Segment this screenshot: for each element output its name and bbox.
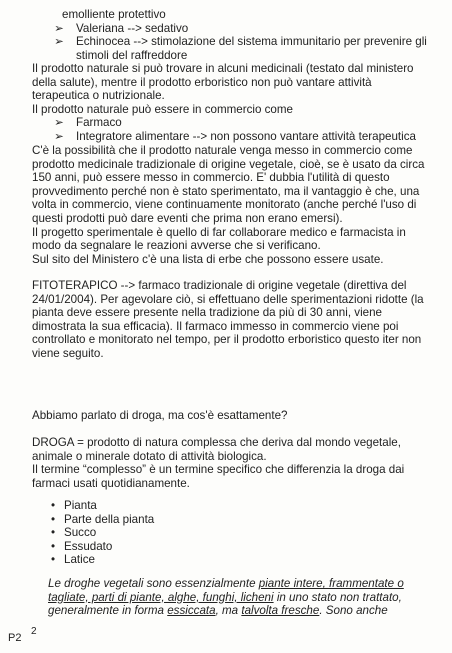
- list-item: [32, 130, 444, 144]
- list-item-text: Latice: [64, 553, 95, 567]
- parts-list: [32, 499, 444, 567]
- paragraph-fitoterapico: [32, 279, 444, 361]
- underlined-text: tagliate, parti di piante, alghe, funghi, licheni: [48, 590, 274, 604]
- list-item: [32, 526, 444, 540]
- dot-bullet-icon: •: [50, 553, 56, 567]
- arrow-bullet-icon: ➢: [54, 35, 64, 49]
- list-item: [32, 35, 444, 49]
- list-item: [32, 499, 444, 513]
- text-line: terapeutica o nutrizionale.: [32, 89, 165, 103]
- underlined-text: talvolta fresche: [241, 604, 320, 618]
- text-line: [48, 577, 444, 591]
- list-item: [32, 540, 444, 554]
- paragraph-droga: [32, 436, 444, 490]
- question-line: [32, 409, 444, 423]
- text-line: viene seguito.: [32, 346, 104, 360]
- text-line: Il progetto sperimentale è quello di far collaborare medico e farmacista in: [32, 225, 406, 239]
- page-label: P2: [8, 632, 22, 644]
- dot-bullet-icon: •: [50, 499, 56, 512]
- text-line: volta in commercio, viene continuamente monitorato (anche perché l'uso di: [32, 198, 417, 212]
- text-line: della salute), mentre il prodotto erboristico non può vantare attività: [32, 75, 372, 89]
- text-line: 150 anni, può essere messo in commercio. E' dubbia l'utilità di questo: [32, 171, 390, 185]
- text-line: dimostrata la sua efficacia). Il farmaco immesso in commercio viene poi: [32, 319, 399, 333]
- text-line: Il prodotto naturale può essere in commercio come: [32, 102, 293, 116]
- underlined-text: essiccata: [167, 604, 216, 618]
- text-line: Sul sito del Ministero c'è una lista di erbe che possono essere usate.: [32, 252, 384, 266]
- list-item-text: Essudato: [64, 539, 113, 553]
- underlined-text: piante intere, frammentate o: [258, 577, 404, 590]
- text-span: generalmente in forma: [48, 604, 168, 618]
- text-line: C'è la possibilità che il prodotto naturale venga messo in commercio come: [32, 144, 413, 157]
- text-line: Il termine “complesso” è un termine specifico che differenzia la droga dai: [32, 463, 405, 477]
- list-item: [32, 553, 444, 567]
- text-line: animale o minerale dotato di attività biologica.: [32, 449, 267, 463]
- list-item-text: Succo: [64, 526, 97, 540]
- text-line: Il prodotto naturale si può trovare in alcuni medicinali (testato dal ministero: [32, 62, 414, 75]
- list-item: [32, 513, 444, 527]
- paragraph-traditional-medicine: [32, 144, 444, 266]
- dot-bullet-icon: •: [50, 539, 56, 553]
- text-line: questi prodotti può dare eventi che prima non erano emersi).: [32, 211, 343, 225]
- list-item-text: Farmaco: [76, 116, 122, 130]
- text-line: pianta deve essere presente nella tradizione da più di 30 anni, viene: [32, 306, 382, 320]
- text-line: DROGA = prodotto di natura complessa che deriva dal mondo vegetale,: [32, 436, 401, 449]
- list-item: [32, 116, 444, 130]
- list-item-text: Parte della pianta: [64, 512, 155, 526]
- list-item: [32, 22, 444, 36]
- list-item-text: Pianta: [64, 499, 97, 512]
- text-span: , ma: [215, 604, 242, 618]
- list-item-text: Integratore alimentare --> non possono vantare attività terapeutica: [76, 129, 416, 143]
- top-list: [32, 8, 444, 62]
- text-span: Le droghe vegetali sono essenzialmente: [48, 577, 259, 590]
- text-line: controllato e monitorato nel tempo, per il prodotto erboristico questo iter non: [32, 333, 422, 347]
- page-number: 2: [31, 626, 37, 637]
- text-line: prodotto medicinale tradizionale di origine vegetale, cioè, se è usato da circa: [32, 157, 425, 171]
- text-line: [48, 591, 444, 605]
- text-line: 24/01/2004). Per agevolare ciò, si effettuano delle sperimentazioni ridotte (la: [32, 292, 424, 306]
- text-span: . Sono anche: [319, 604, 388, 618]
- arrow-bullet-icon: ➢: [54, 116, 64, 130]
- dot-bullet-icon: •: [50, 526, 56, 540]
- paragraph-vegetal-drugs: [48, 577, 444, 618]
- text-line: Abbiamo parlato di droga, ma cos'è esattamente?: [32, 409, 288, 422]
- text-line: emolliente protettivo: [62, 8, 166, 21]
- dot-bullet-icon: •: [50, 512, 56, 526]
- text-line: [48, 604, 444, 618]
- text-line: FITOTERAPICO --> farmaco tradizionale di origine vegetale (direttiva del: [32, 279, 407, 292]
- text-line: farmaci usati quotidianamente.: [32, 476, 190, 490]
- text-line: modo da segnalare le reazioni avverse che si verificano.: [32, 239, 321, 253]
- arrow-bullet-icon: ➢: [54, 21, 64, 35]
- list-item-continuation: stimoli del raffreddore: [76, 48, 188, 62]
- text-line: provvedimento perché non è stato sperimentato, ma il vantaggio è che, una: [32, 184, 420, 198]
- paragraph-natural-product: [32, 62, 444, 144]
- text-span: in uno stato non trattato,: [273, 590, 402, 604]
- arrow-bullet-icon: ➢: [54, 129, 64, 143]
- list-item-text: Echinocea --> stimolazione del sistema immunitario per prevenire gli: [76, 35, 427, 49]
- list-item-text: Valeriana --> sedativo: [76, 21, 189, 35]
